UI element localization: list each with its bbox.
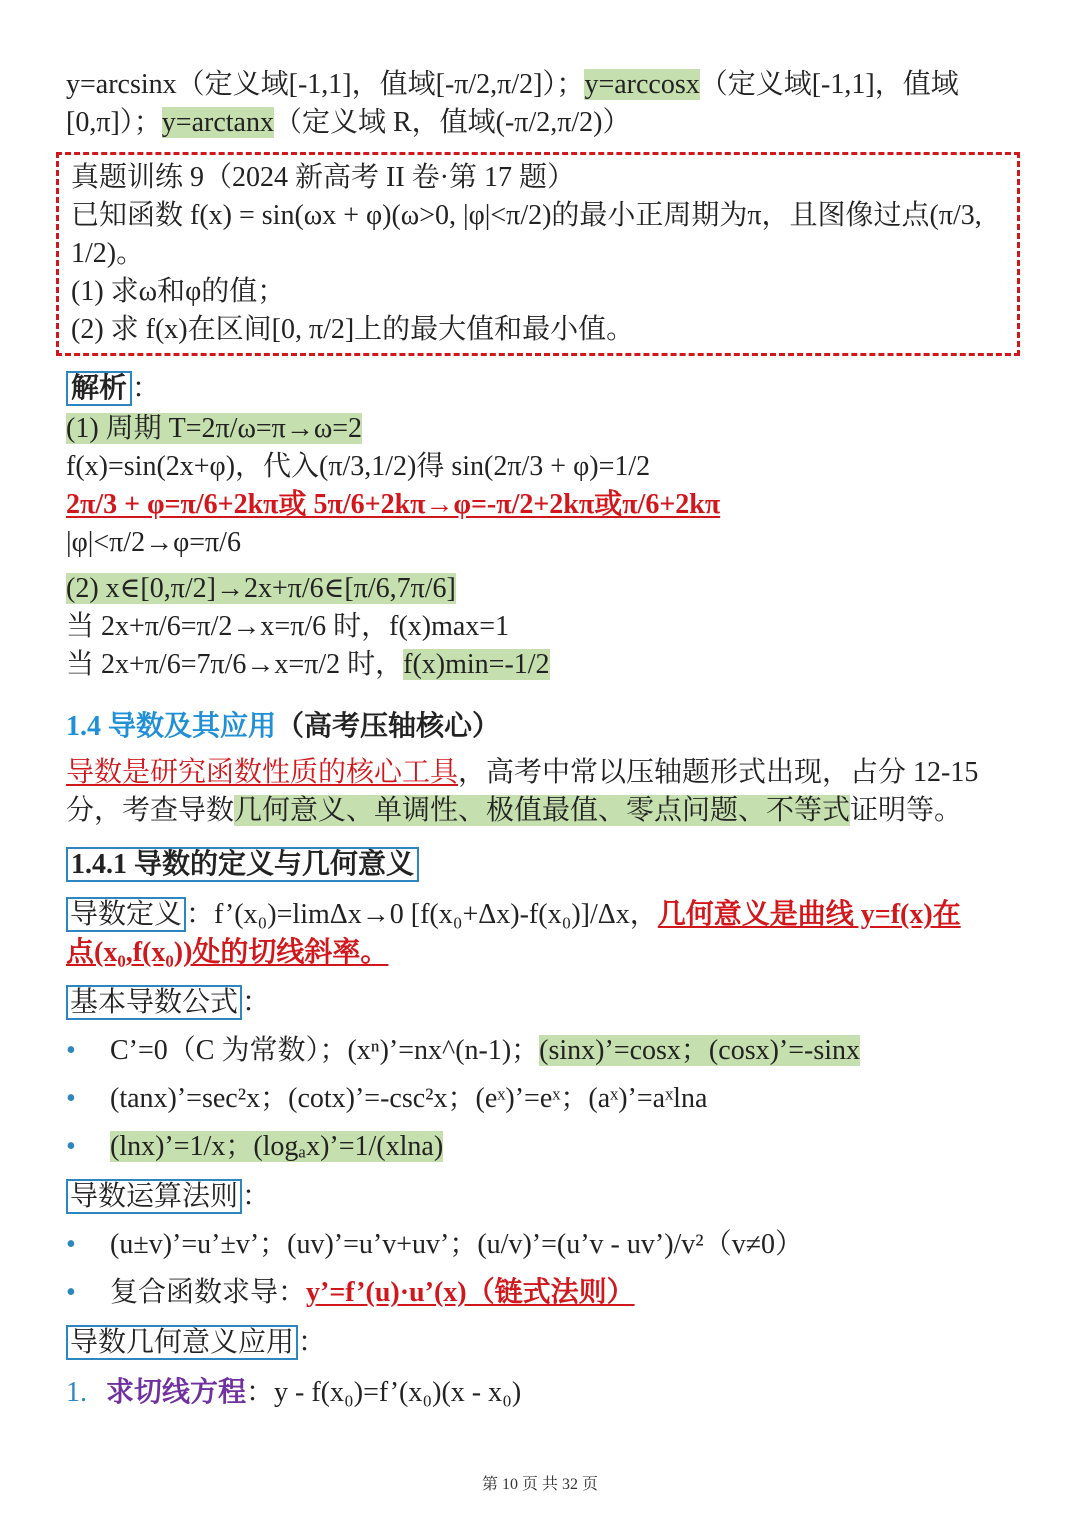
solution-step-7 (66, 646, 1016, 684)
definition-meaning-1: 几何意义是曲线 y=f(x)在 (657, 899, 961, 930)
solution-step-1 (66, 410, 1016, 448)
arctan-domain-text: （定义域 R，值域(-π/2,π/2)） (273, 107, 631, 138)
problem-question-2: (2) 求 f(x)在区间[0, π/2]上的最大值和最小值。 (71, 314, 635, 345)
intro-text-1: ，高考中常以压轴题形式出现，占分 12-15 (458, 757, 979, 788)
basic-formula-1-highlight: (sinx)’=cosx；(cosx)’=-sinx (539, 1035, 861, 1066)
definition-label: 导数定义 (66, 897, 186, 932)
intro-text-3: 证明等。 (850, 795, 963, 826)
problem-title: 真题训练 9（2024 新高考 II 卷·第 17 题） (71, 162, 575, 193)
problem-line-1: 已知函数 f(x) = sin(ωx + φ)(ω>0, |φ|<π/2)的最小正周期为π，且图像过点(π/3, (71, 200, 982, 231)
basic-formula-1: C’=0（C 为常数）；(xⁿ)’=nx^(n-1)； (110, 1035, 540, 1066)
solution-step-2: f(x)=sin(2x+φ)，代入(π/3,1/2)得 sin(2π/3 + φ)=1/2 (66, 451, 651, 482)
bullet-icon: • (66, 1229, 76, 1260)
rules-label: 导数运算法则 (66, 1179, 242, 1214)
rules-heading (66, 1178, 1016, 1216)
apply-item-1 (66, 1374, 1016, 1412)
bullet-icon: • (66, 1035, 76, 1066)
rules-colon: ： (242, 1181, 271, 1212)
apply-label: 导数几何意义应用 (66, 1325, 298, 1360)
section-title: 1.4 导数及其应用 (66, 711, 277, 742)
definition-formula: ：f’(x₀)=limΔx→0 [f(x₀+Δx)-f(x₀)]/Δx， (186, 899, 658, 930)
rule-1: (u±v)’=u’±v’；(uv)’=u’v+uv’；(u/v)’=(u’v - uv’)/v²（v≠0） (110, 1229, 804, 1260)
bullet-icon: • (66, 1277, 76, 1308)
apply-item-number: 1. (66, 1377, 87, 1408)
intro-key-phrase: 导数是研究函数性质的核心工具 (66, 757, 459, 788)
rule-2-label: 复合函数求导： (110, 1277, 307, 1308)
definition-block (66, 896, 1016, 972)
bullet-icon: • (66, 1083, 76, 1114)
bullet-icon: • (66, 1131, 76, 1162)
solution-step-5 (66, 570, 1016, 608)
tangent-line-formula: ：y - f(x₀)=f’(x₀)(x - x₀) (246, 1377, 522, 1408)
subsection-title: 1.4.1 导数的定义与几何意义 (66, 847, 419, 882)
solution (66, 370, 1016, 684)
intro-line-2 (66, 792, 1016, 830)
arcsin-text: y=arcsinx（定义域[-1,1]，值域[-π/2,π/2]）； (66, 69, 585, 100)
inverse-trig-line-2 (66, 104, 1016, 142)
apply-colon: ： (298, 1327, 327, 1358)
intro-text-2: 分，考查导数 (66, 795, 235, 826)
section-subtitle: （高考压轴核心） (276, 711, 501, 742)
basic-colon: ： (242, 987, 271, 1018)
solution-min-highlight: f(x)min=-1/2 (403, 649, 550, 680)
section-heading (66, 708, 1016, 746)
problem-question-1: (1) 求ω和φ的值； (71, 276, 286, 307)
apply-heading (66, 1324, 1016, 1362)
solution-step-4: |φ|<π/2→φ=π/6 (66, 527, 241, 558)
rules-list (66, 1226, 1016, 1312)
list-item (66, 1274, 1016, 1312)
chain-rule: y’=f’(u)·u’(x)（链式法则） (306, 1277, 635, 1308)
list-item (66, 1032, 1016, 1070)
solution-step-7-text: 当 2x+π/6=7π/6→x=π/2 时， (66, 649, 404, 680)
list-item (66, 1128, 1016, 1166)
inverse-trig-line-1 (66, 66, 1016, 104)
list-item (66, 1080, 1016, 1118)
solution-step-3: 2π/3 + φ=π/6+2kπ或 5π/6+2kπ→φ=-π/2+2kπ或π/6+2kπ (66, 489, 721, 520)
arccos-domain-text: （定义域[-1,1]，值域 (699, 69, 959, 100)
intro-highlight: 几何意义、单调性、极值最值、零点问题、不等式 (234, 795, 851, 826)
basic-formula-3: (lnx)’=1/x；(logₐx)’=1/(xlna) (110, 1131, 444, 1162)
arccos-range-text: [0,π]）； (66, 107, 162, 138)
intro-line-1 (66, 754, 1016, 792)
solution-step-6: 当 2x+π/6=π/2→x=π/6 时，f(x)max=1 (66, 611, 510, 642)
list-item (66, 1226, 1016, 1264)
basic-formula-2: (tanx)’=sec²x；(cotx)’=-csc²x；(eˣ)’=eˣ；(aˣ)’=aˣlna (110, 1083, 708, 1114)
solution-step-5-text: (2) x∈[0,π/2]→2x+π/6∈[π/6,7π/6] (66, 573, 456, 604)
problem-line-2: 1/2)。 (71, 238, 145, 269)
page-content (66, 66, 1016, 1412)
arccos-highlight: y=arccosx (584, 69, 700, 100)
definition-line-1 (66, 896, 1016, 934)
problem-box (56, 152, 1020, 356)
tangent-line-title: 求切线方程 (106, 1377, 247, 1408)
solution-label: 解析 (66, 371, 132, 406)
page-footer: 第 10 页 共 32 页 (481, 1476, 598, 1493)
subsection-heading (66, 846, 1016, 884)
section-intro (66, 754, 1016, 830)
definition-meaning-2: 点(x₀,f(x₀))处的切线斜率。 (66, 937, 389, 968)
solution-heading (66, 370, 1016, 408)
basic-formulas-heading (66, 984, 1016, 1022)
basic-formulas-list (66, 1032, 1016, 1166)
solution-step-1-text: (1) 周期 T=2π/ω=π→ω=2 (66, 413, 363, 444)
arctan-highlight: y=arctanx (161, 107, 274, 138)
basic-formulas-label: 基本导数公式 (66, 985, 242, 1020)
solution-colon: ： (132, 373, 161, 404)
